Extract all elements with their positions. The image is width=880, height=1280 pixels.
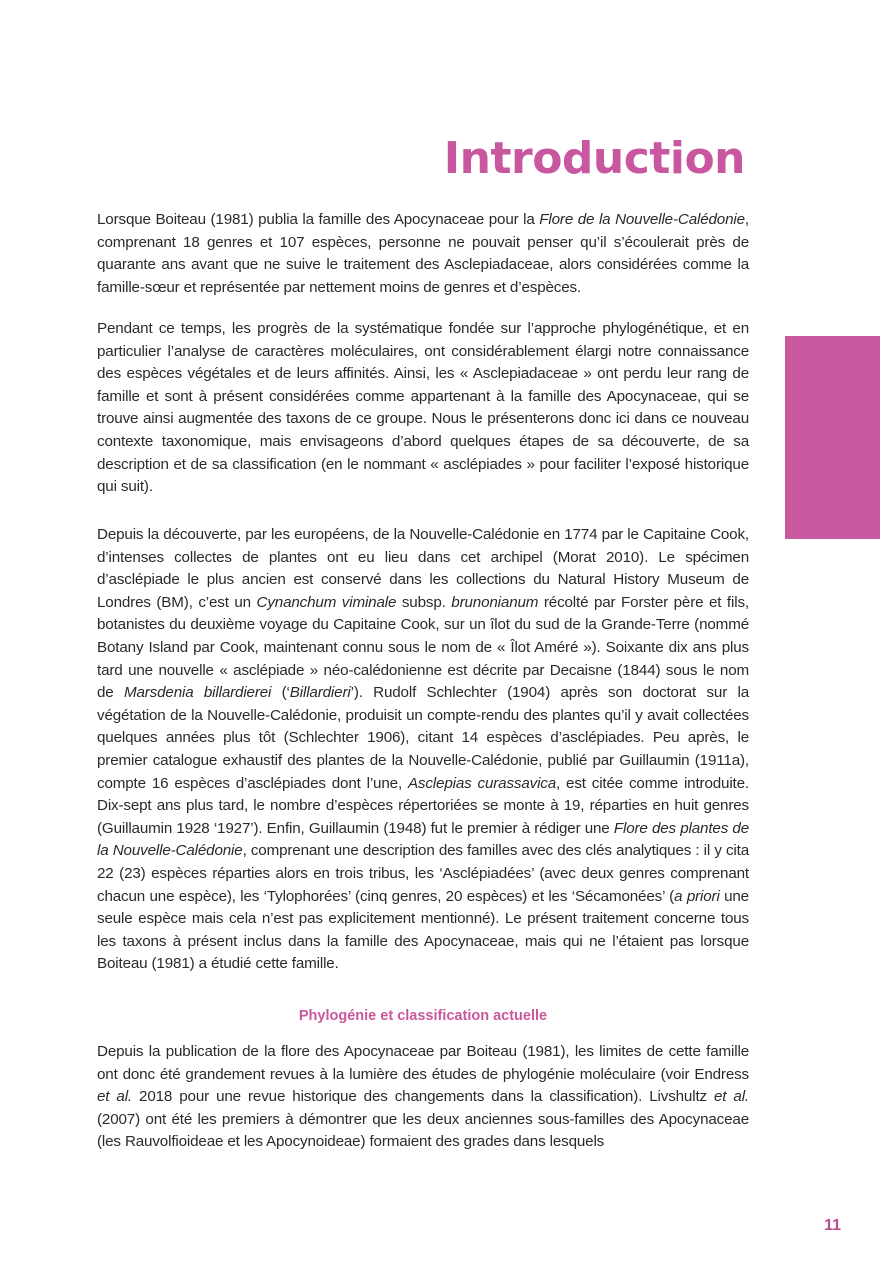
text-run: Pendant ce temps, les progrès de la systématique fondée sur l’approche phylogénétique, et en particulier l’analyse de caractères moléculaires, ont considérablement élargi notre connaissance des espèces végétales et de leurs affinités. Ainsi, les « Asclepiadaceae » ont perdu leur rang de famille et sont à présent considérées comme appartenant à la famille des Apocynaceae, qui se trouve ainsi augmentée des taxons de ce groupe. Nous le présenterons donc ici dans ce nouveau contexte taxonomique, mais envisageons d’abord quelques étapes de sa découverte, de sa description et de sa classification (en le nommant « asclépiades » pour faciliter l’exposé historique qui suit). [97,320,749,496]
paragraph-2 [97,318,749,499]
chapter-thumb-tab [785,336,880,539]
text-run: ’). Rudolf Schlechter (1904) après son doctorat sur la végétation de la Nouvelle-Calédonie, produisit un compte-rendu des plantes qu’il y avait collectées quelques années plus tôt (Schlechter 1906), citant 14 espèces d’asclépiades. Peu après, le premier catalogue exhaustif des plantes de la Nouvelle-Calédonie, publié par Guillaumin (1911a), compte 16 espèces d’asclépiades dont l’une, [97,684,749,792]
italic-run: Cynanchum viminale [256,593,397,611]
italic-run: et al. [714,1088,749,1106]
page-title: Introduction [443,133,745,184]
italic-run: brunonianum [451,593,539,611]
text-run: récolté par Forster père et fils, botanistes du deuxième voyage du Capitaine Cook, sur un îlot du sud de la Grande-Terre (nommé Botany Island par Cook, maintenant connu sous le nom de « Îlot Améré »). Soixante dix ans plus tard une nouvelle « asclépiade » néo-calédonienne est décrite par Decaisne (1844) sous le nom de [97,593,749,702]
text-run: Depuis la publication de la flore des Apocynaceae par Boiteau (1981), les limites de cette famille ont donc été grandement revues à la lumière des études de phylogénie moléculaire (voir Endress [97,1043,749,1083]
italic-run: a priori [674,887,720,905]
italic-run: Billardieri [289,684,351,702]
paragraph-1 [97,209,749,299]
text-run: Depuis la découverte, par les européens, de la Nouvelle-Calédonie en 1774 par le Capitaine Cook, d’intenses collectes de plantes ont eu lieu dans cet archipel (Morat 2010). Le spécimen d’asclépiade le plus ancien est conservé dans les collections du Natural History Museum de Londres (BM), c’est un [97,526,749,611]
italic-run: Marsdenia billardierei [123,684,272,702]
italic-run: Flore des plantes de la Nouvelle-Calédonie [97,819,749,860]
italic-run: Asclepias curassavica [407,774,557,792]
text-run: , comprenant 18 genres et 107 espèces, personne ne pouvait penser qu’il s’écoulerait près de quarante ans avant que ne suive le traitement des Asclepiadaceae, alors considérées comme la famille-sœur et représentée par nettement moins de genres et d’espèces. [97,211,749,296]
text-run: , comprenant une description des familles avec des clés analytiques : il y cita 22 (23) espèces réparties alors en trois tribus, les ‘Asclépiadées’ (avec deux genres comprenant chacun une espèce), les ‘Tylophorées’ (cinq genres, 20 espèces) et les ‘Sécamonées’ ( [97,842,749,905]
section-heading: Phylogénie et classification actuelle [298,1008,548,1024]
italic-run: Flore de la Nouvelle-Calédonie [539,211,745,228]
text-run: (2007) ont été les premiers à démontrer que les deux anciennes sous-familles des Apocynaceae (les Rauvolfioideae et les Apocynoideae) formaient des grades dans lesquels [97,1110,749,1151]
page-number: 11 [824,1217,841,1234]
text-run: une seule espèce mais cela n’est pas explicitement mentionné). Le présent traitement concerne tous les taxons à présent inclus dans la famille des Apocynaceae, mais qui ne l’étaient pas lorsque Boiteau (1981) a étudié cette famille. [97,887,749,973]
italic-run: et al. [97,1088,132,1106]
paragraph-5 [97,1041,749,1154]
text-run: , est citée comme introduite. Dix-sept ans plus tard, le nombre d’espèces répertoriées se monte à 19, réparties en huit genres (Guillaumin 1928 ‘1927’). Enfin, Guillaumin (1948) fut le premier à rédiger une [97,774,749,837]
text-run: (‘ [271,684,290,702]
paragraph-3 [97,524,749,976]
text-run: subsp. [396,593,452,611]
text-run: Lorsque Boiteau (1981) publia la famille des Apocynaceae pour la [97,211,540,228]
text-run: 2018 pour une revue historique des changements dans la classification). Livshultz [132,1088,714,1106]
